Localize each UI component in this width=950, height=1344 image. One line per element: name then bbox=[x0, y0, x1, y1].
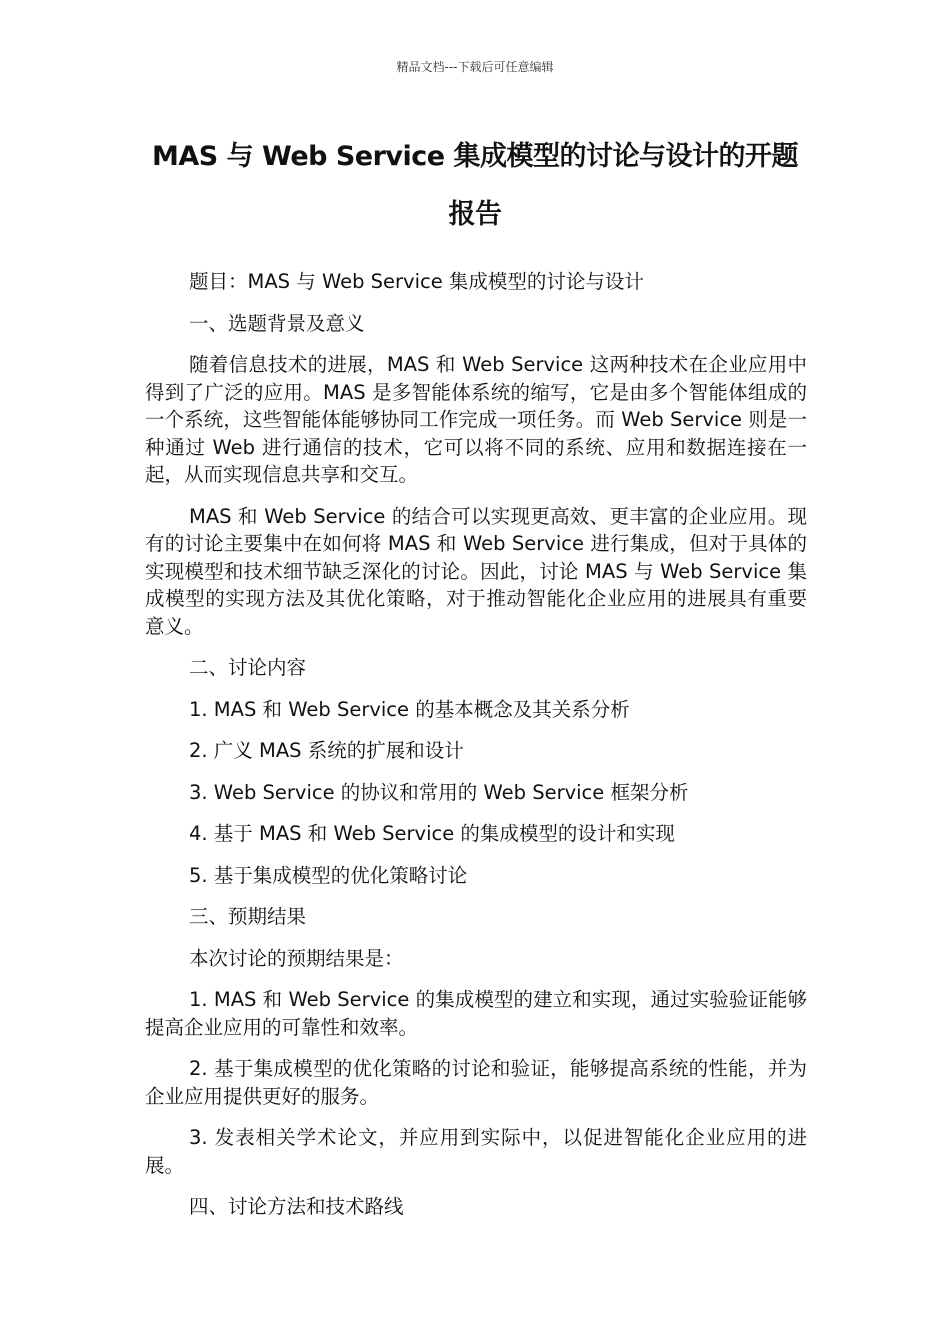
section-heading-content: 二、讨论内容 bbox=[189, 656, 307, 679]
content-item-4: 4. 基于 MAS 和 Web Service 的集成模型的设计和实现 bbox=[189, 822, 675, 845]
result-item-3: 3. 发表相关学术论文，并应用到实际中，以促进智能化企业应用的进展。 bbox=[145, 1126, 807, 1177]
page-header-note: 精品文档---下载后可任意编辑 bbox=[396, 60, 554, 74]
document-title bbox=[140, 128, 810, 244]
section-heading-results: 三、预期结果 bbox=[189, 905, 307, 928]
result-item-2: 2. 基于集成模型的优化策略的讨论和验证，能够提高系统的性能，并为企业应用提供更好的服务。 bbox=[145, 1057, 807, 1108]
background-paragraph-1: 随着信息技术的进展，MAS 和 Web Service 这两种技术在企业应用中得到了广泛的应用。MAS 是多智能体系统的缩写，它是由多个智能体组成的一个系统，这些智能体能够协同工作完成一项任务。而 Web Service 则是一种通过 Web 进行通信的技术，它可以将不同的系统、应用和数据连接在一起，从而实现信息共享和交互。 bbox=[145, 353, 807, 486]
document-title-line-1: MAS 与 Web Service 集成模型的讨论与设计的开题 bbox=[151, 141, 798, 172]
section-heading-background: 一、选题背景及意义 bbox=[189, 311, 365, 335]
topic-line: 题目：MAS 与 Web Service 集成模型的讨论与设计 bbox=[189, 270, 644, 293]
background-paragraph-2: MAS 和 Web Service 的结合可以实现更高效、更丰富的企业应用。现有的讨论主要集中在如何将 MAS 和 Web Service 进行集成，但对于具体的实现模型和技术细节缺乏深化的讨论。因此，讨论 MAS 与 Web Service 集成模型的实现方法及其优化策略，对于推动智能化企业应用的进展具有重要意义。 bbox=[145, 504, 807, 638]
document-title-line-2: 报告 bbox=[448, 199, 502, 230]
content-item-5: 5. 基于集成模型的优化策略讨论 bbox=[189, 863, 468, 887]
document-body bbox=[145, 268, 807, 1235]
content-item-2: 2. 广义 MAS 系统的扩展和设计 bbox=[189, 739, 464, 762]
content-item-1: 1. MAS 和 Web Service 的基本概念及其关系分析 bbox=[189, 697, 630, 721]
section-heading-methods: 四、讨论方法和技术路线 bbox=[189, 1195, 404, 1218]
results-intro: 本次讨论的预期结果是： bbox=[189, 946, 404, 970]
result-item-1: 1. MAS 和 Web Service 的集成模型的建立和实现，通过实验验证能够提高企业应用的可靠性和效率。 bbox=[145, 988, 807, 1039]
content-item-3: 3. Web Service 的协议和常用的 Web Service 框架分析 bbox=[189, 780, 689, 804]
